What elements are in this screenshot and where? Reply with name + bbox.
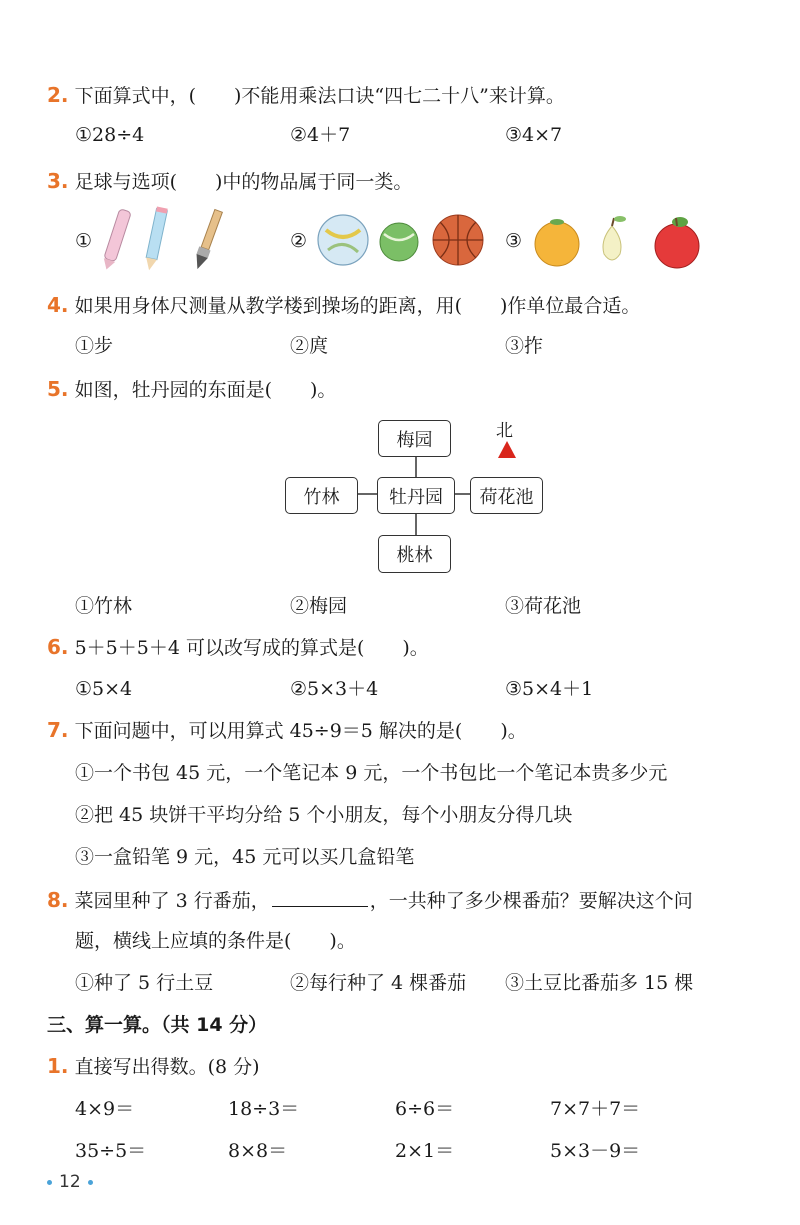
dot-icon	[47, 1180, 52, 1185]
calc-8[interactable]: 5×3－9＝	[550, 1140, 641, 1162]
q7-stem	[47, 717, 527, 744]
calc-2[interactable]: 18÷3＝	[228, 1098, 300, 1120]
q8-text-a: 菜园里种了 3 行番茄，	[74, 890, 270, 912]
q2-option-2[interactable]: ②4＋7	[290, 124, 351, 146]
q4-text: 如果用身体尺测量从教学楼到操场的距离，用( )作单位最合适。	[74, 295, 641, 317]
q2-text: 下面算式中，( )不能用乘法口诀“四七二十八”来计算。	[74, 85, 565, 107]
q3-number: 3.	[47, 169, 69, 193]
q8-text-b: ，一共种了多少棵番茄？要解决这个问	[369, 890, 693, 912]
q2-option-1[interactable]: ①28÷4	[75, 124, 145, 146]
section3-title: 三、算一算。（共 14 分）	[47, 1014, 268, 1036]
q6-option-1[interactable]: ①5×4	[75, 678, 133, 700]
s3-q1-text: 直接写出得数。(8 分)	[74, 1056, 260, 1078]
q8-option-3[interactable]: ③土豆比番茄多 15 棵	[505, 972, 694, 994]
q8-blank[interactable]	[272, 886, 368, 907]
map-left-box: 竹林	[285, 477, 358, 514]
q8-option-2[interactable]: ②每行种了 4 棵番茄	[290, 972, 467, 994]
q8-stem	[47, 886, 693, 914]
q6-option-3[interactable]: ③5×4＋1	[505, 678, 594, 700]
calc-6[interactable]: 8×8＝	[228, 1140, 288, 1162]
q8-number: 8.	[47, 888, 69, 912]
q5-number: 5.	[47, 377, 69, 401]
page-number: 12	[59, 1172, 81, 1192]
q3-option-2-label[interactable]: ②	[290, 230, 308, 252]
q7-option-1[interactable]: ①一个书包 45 元，一个笔记本 9 元，一个书包比一个笔记本贵多少元	[75, 762, 668, 784]
q4-option-3[interactable]: ③拃	[505, 335, 544, 357]
q7-option-2[interactable]: ②把 45 块饼干平均分给 5 个小朋友，每个小朋友分得几块	[75, 804, 573, 826]
calc-7[interactable]: 2×1＝	[395, 1140, 455, 1162]
page-footer	[40, 1172, 100, 1192]
q3-option-3-label[interactable]: ③	[505, 230, 523, 252]
q5-option-2[interactable]: ②梅园	[290, 595, 348, 617]
q5-option-1[interactable]: ①竹林	[75, 595, 133, 617]
map-bottom-box: 桃林	[378, 535, 451, 573]
q5-text: 如图，牡丹园的东面是( )。	[74, 379, 337, 401]
q4-option-1[interactable]: ①步	[75, 335, 114, 357]
q2-number: 2.	[47, 83, 69, 107]
q2-option-3[interactable]: ③4×7	[505, 124, 563, 146]
q6-text: 5＋5＋5＋4 可以改写成的算式是( )。	[74, 637, 429, 659]
north-arrow-icon	[498, 441, 516, 458]
dot-icon	[88, 1180, 93, 1185]
q3-option-1-label[interactable]: ①	[75, 230, 93, 252]
s3-q1-stem	[47, 1053, 260, 1080]
map-right-box: 荷花池	[470, 477, 543, 514]
q6-number: 6.	[47, 635, 69, 659]
q4-option-2[interactable]: ②庹	[290, 335, 329, 357]
q6-option-2[interactable]: ②5×3＋4	[290, 678, 379, 700]
calc-4[interactable]: 7×7＋7＝	[550, 1098, 641, 1120]
q7-option-3[interactable]: ③一盒铅笔 9 元，45 元可以买几盒铅笔	[75, 846, 415, 868]
map-top-box: 梅园	[378, 420, 451, 457]
q4-number: 4.	[47, 293, 69, 317]
q8-option-1[interactable]: ①种了 5 行土豆	[75, 972, 214, 994]
q7-number: 7.	[47, 718, 69, 742]
calc-3[interactable]: 6÷6＝	[395, 1098, 455, 1120]
q5-option-3[interactable]: ③荷花池	[505, 595, 582, 617]
calc-1[interactable]: 4×9＝	[75, 1098, 135, 1120]
q6-stem	[47, 634, 429, 661]
s3-q1-number: 1.	[47, 1054, 69, 1078]
q8-stem-cont: 题，横线上应填的条件是( )。	[75, 930, 356, 952]
calc-5[interactable]: 35÷5＝	[75, 1140, 147, 1162]
map-center-box: 牡丹园	[377, 477, 455, 514]
q7-text: 下面问题中，可以用算式 45÷9＝5 解决的是( )。	[74, 720, 527, 742]
north-label: 北	[496, 421, 513, 441]
q3-text: 足球与选项( )中的物品属于同一类。	[74, 171, 413, 193]
